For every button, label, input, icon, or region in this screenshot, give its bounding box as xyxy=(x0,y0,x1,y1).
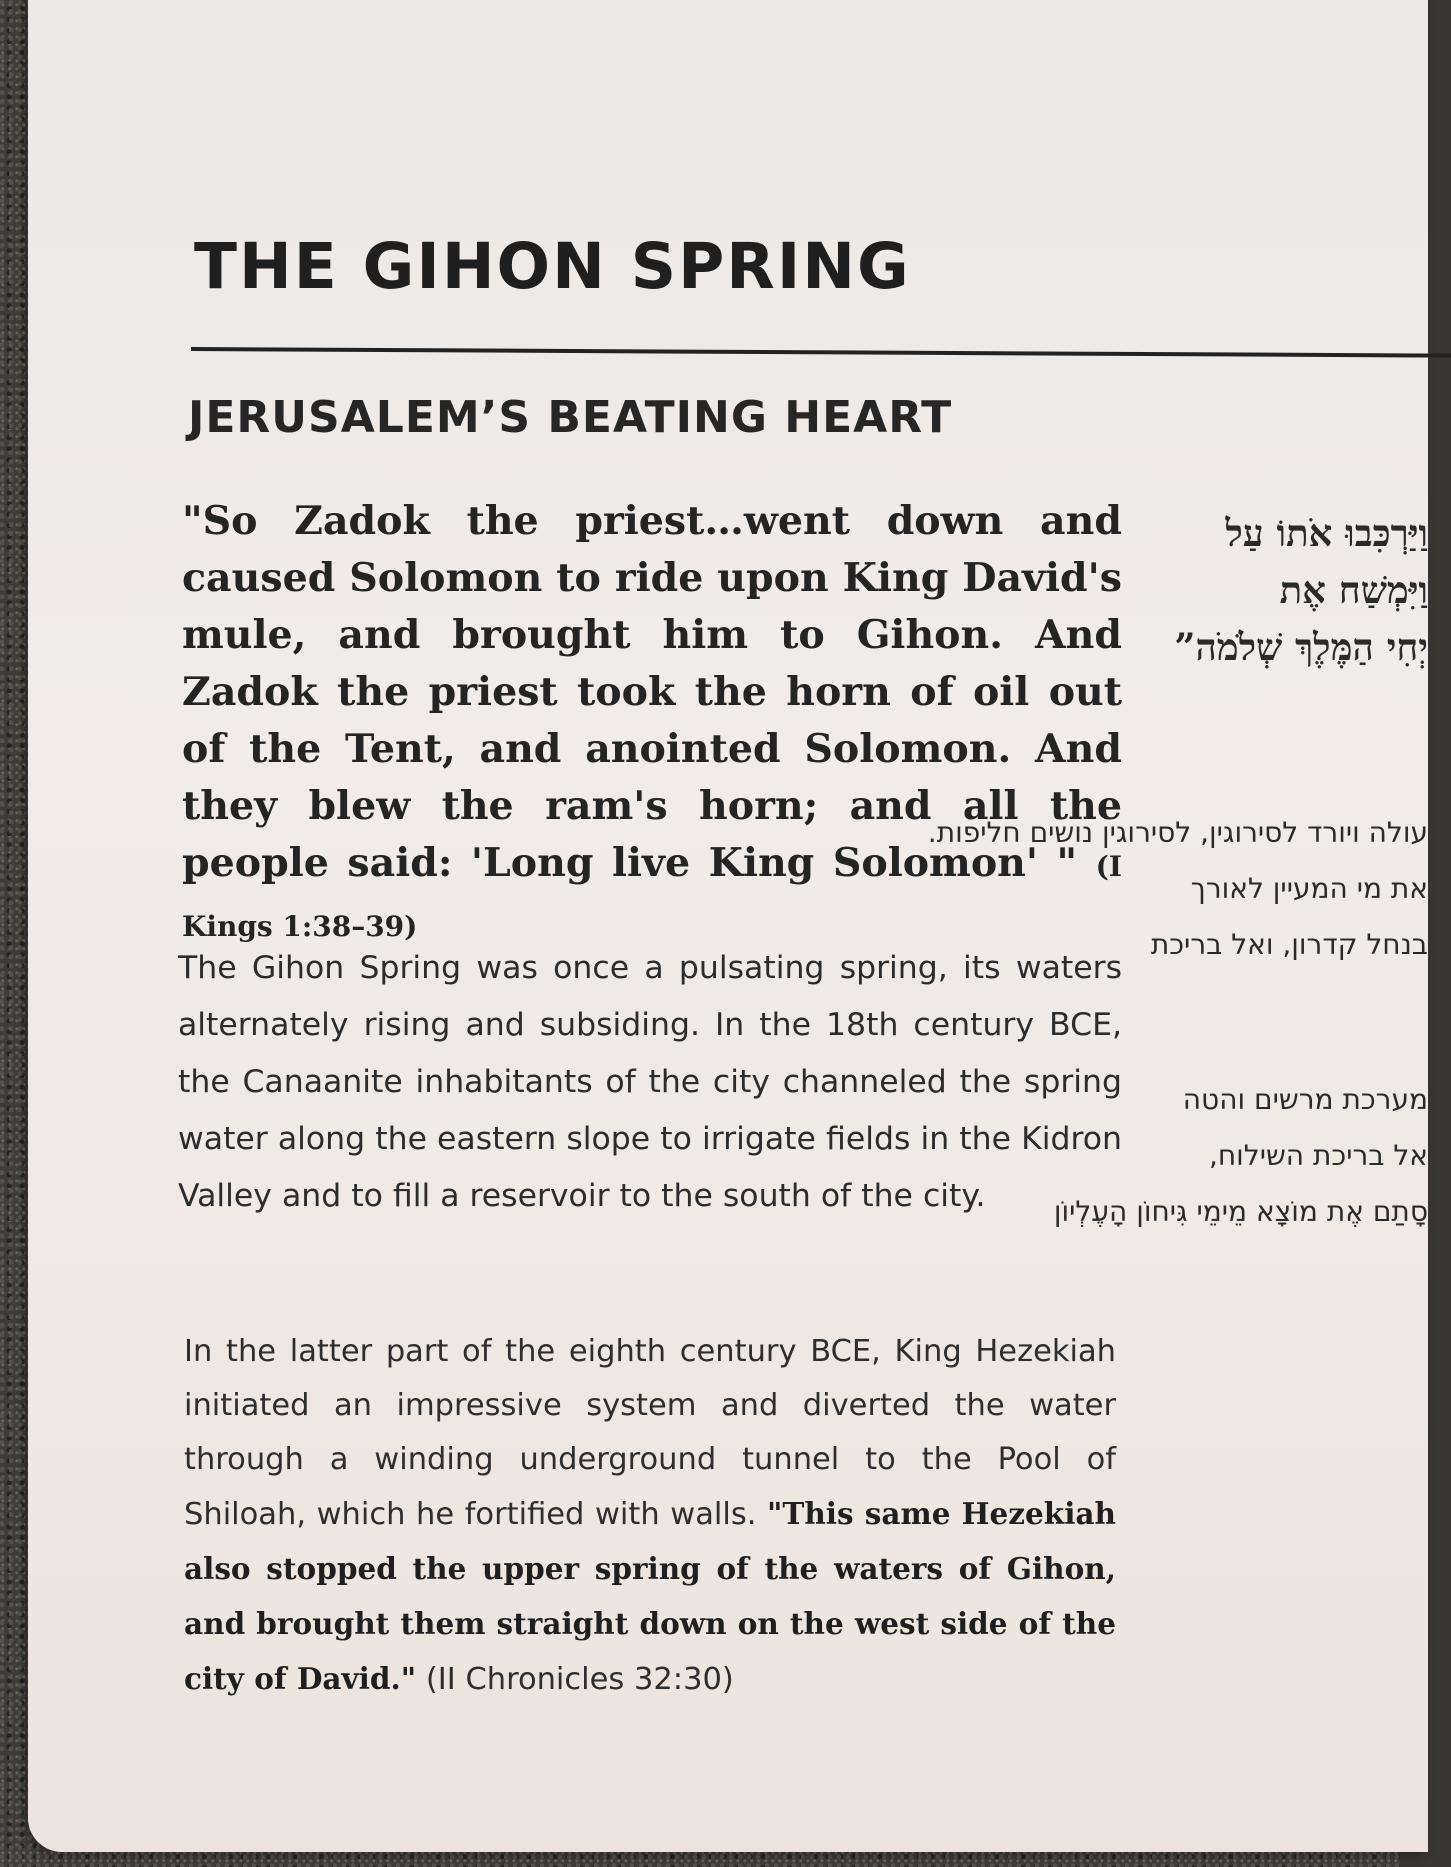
hebrew-paragraph-1 xyxy=(927,805,1428,973)
hebrew-quote-line: וַיַּרְכִּבוּ אֹתוֹ עַל xyxy=(1225,511,1428,555)
title-divider xyxy=(191,347,1451,358)
hezekiah-intro: In the latter part of the eighth century BCE, King Hezekiah initiated an impressive system and diverted the water through a winding underground tunnel to the Pool of Shiloah, which he fortified with walls. xyxy=(184,1334,1116,1532)
hebrew-paragraph-2 xyxy=(1053,1072,1428,1240)
hebrew-quote-column xyxy=(1174,505,1428,676)
kings-quote-text: "So Zadok the priest…went down and caused Solomon to ride upon King David's mule, and brought him to Gihon. And Zadok the priest took the horn of oil out of the Tent, and anointed Solomon. And they blew the ram's horn; and all the people said: 'Long live King Solomon' " xyxy=(182,498,1122,886)
kings-quote xyxy=(182,493,1122,955)
hebrew-quote-line: יְחִי הַמֶּלֶךְ שְׁלֹמֹה” xyxy=(1174,625,1428,669)
history-paragraph-1: The Gihon Spring was once a pulsating spring, its waters alternately rising and subsiding. In the 18th century BCE, the Canaanite inhabitants of the city channeled the spring water along the eastern slope to irrigate fields in the Kidron Valley and to fill a reservoir to the south of the city. xyxy=(178,950,1122,1214)
hebrew-text-line: סָתַם אֶת מוֹצָא מֵימֵי גִּיחוֹן הָעֶלְיוֹן xyxy=(1053,1195,1428,1228)
chronicles-citation: (II Chronicles 32:30) xyxy=(425,1662,734,1697)
info-plaque xyxy=(28,0,1428,1852)
hebrew-quote-line: וַיִּמְשַׁח אֶת xyxy=(1279,568,1428,612)
plaque-title: THE GIHON SPRING xyxy=(194,230,911,303)
history-paragraph-2 xyxy=(184,1325,1116,1707)
hebrew-text-line: עולה ויורד לסירוגין, לסירוגין נושים חליפות. xyxy=(927,816,1428,849)
hebrew-text-line: בנחל קדרון, ואל בריכת xyxy=(1150,928,1428,961)
hebrew-text-line: אל בריכת השילוח, xyxy=(1208,1139,1428,1172)
hebrew-text-line: את מי המעיין לאורך xyxy=(1190,872,1428,905)
kings-citation: (I Kings 1:38–39) xyxy=(182,850,1122,943)
plaque-subtitle: JERUSALEM’S BEATING HEART xyxy=(188,392,953,443)
chronicles-quote: "This same Hezekiah also stopped the upper spring of the waters of Gihon, and brought them straight down on the west side of the city of David." xyxy=(184,1496,1116,1696)
hebrew-text-line: מערכת מרשים והטה xyxy=(1182,1083,1428,1116)
